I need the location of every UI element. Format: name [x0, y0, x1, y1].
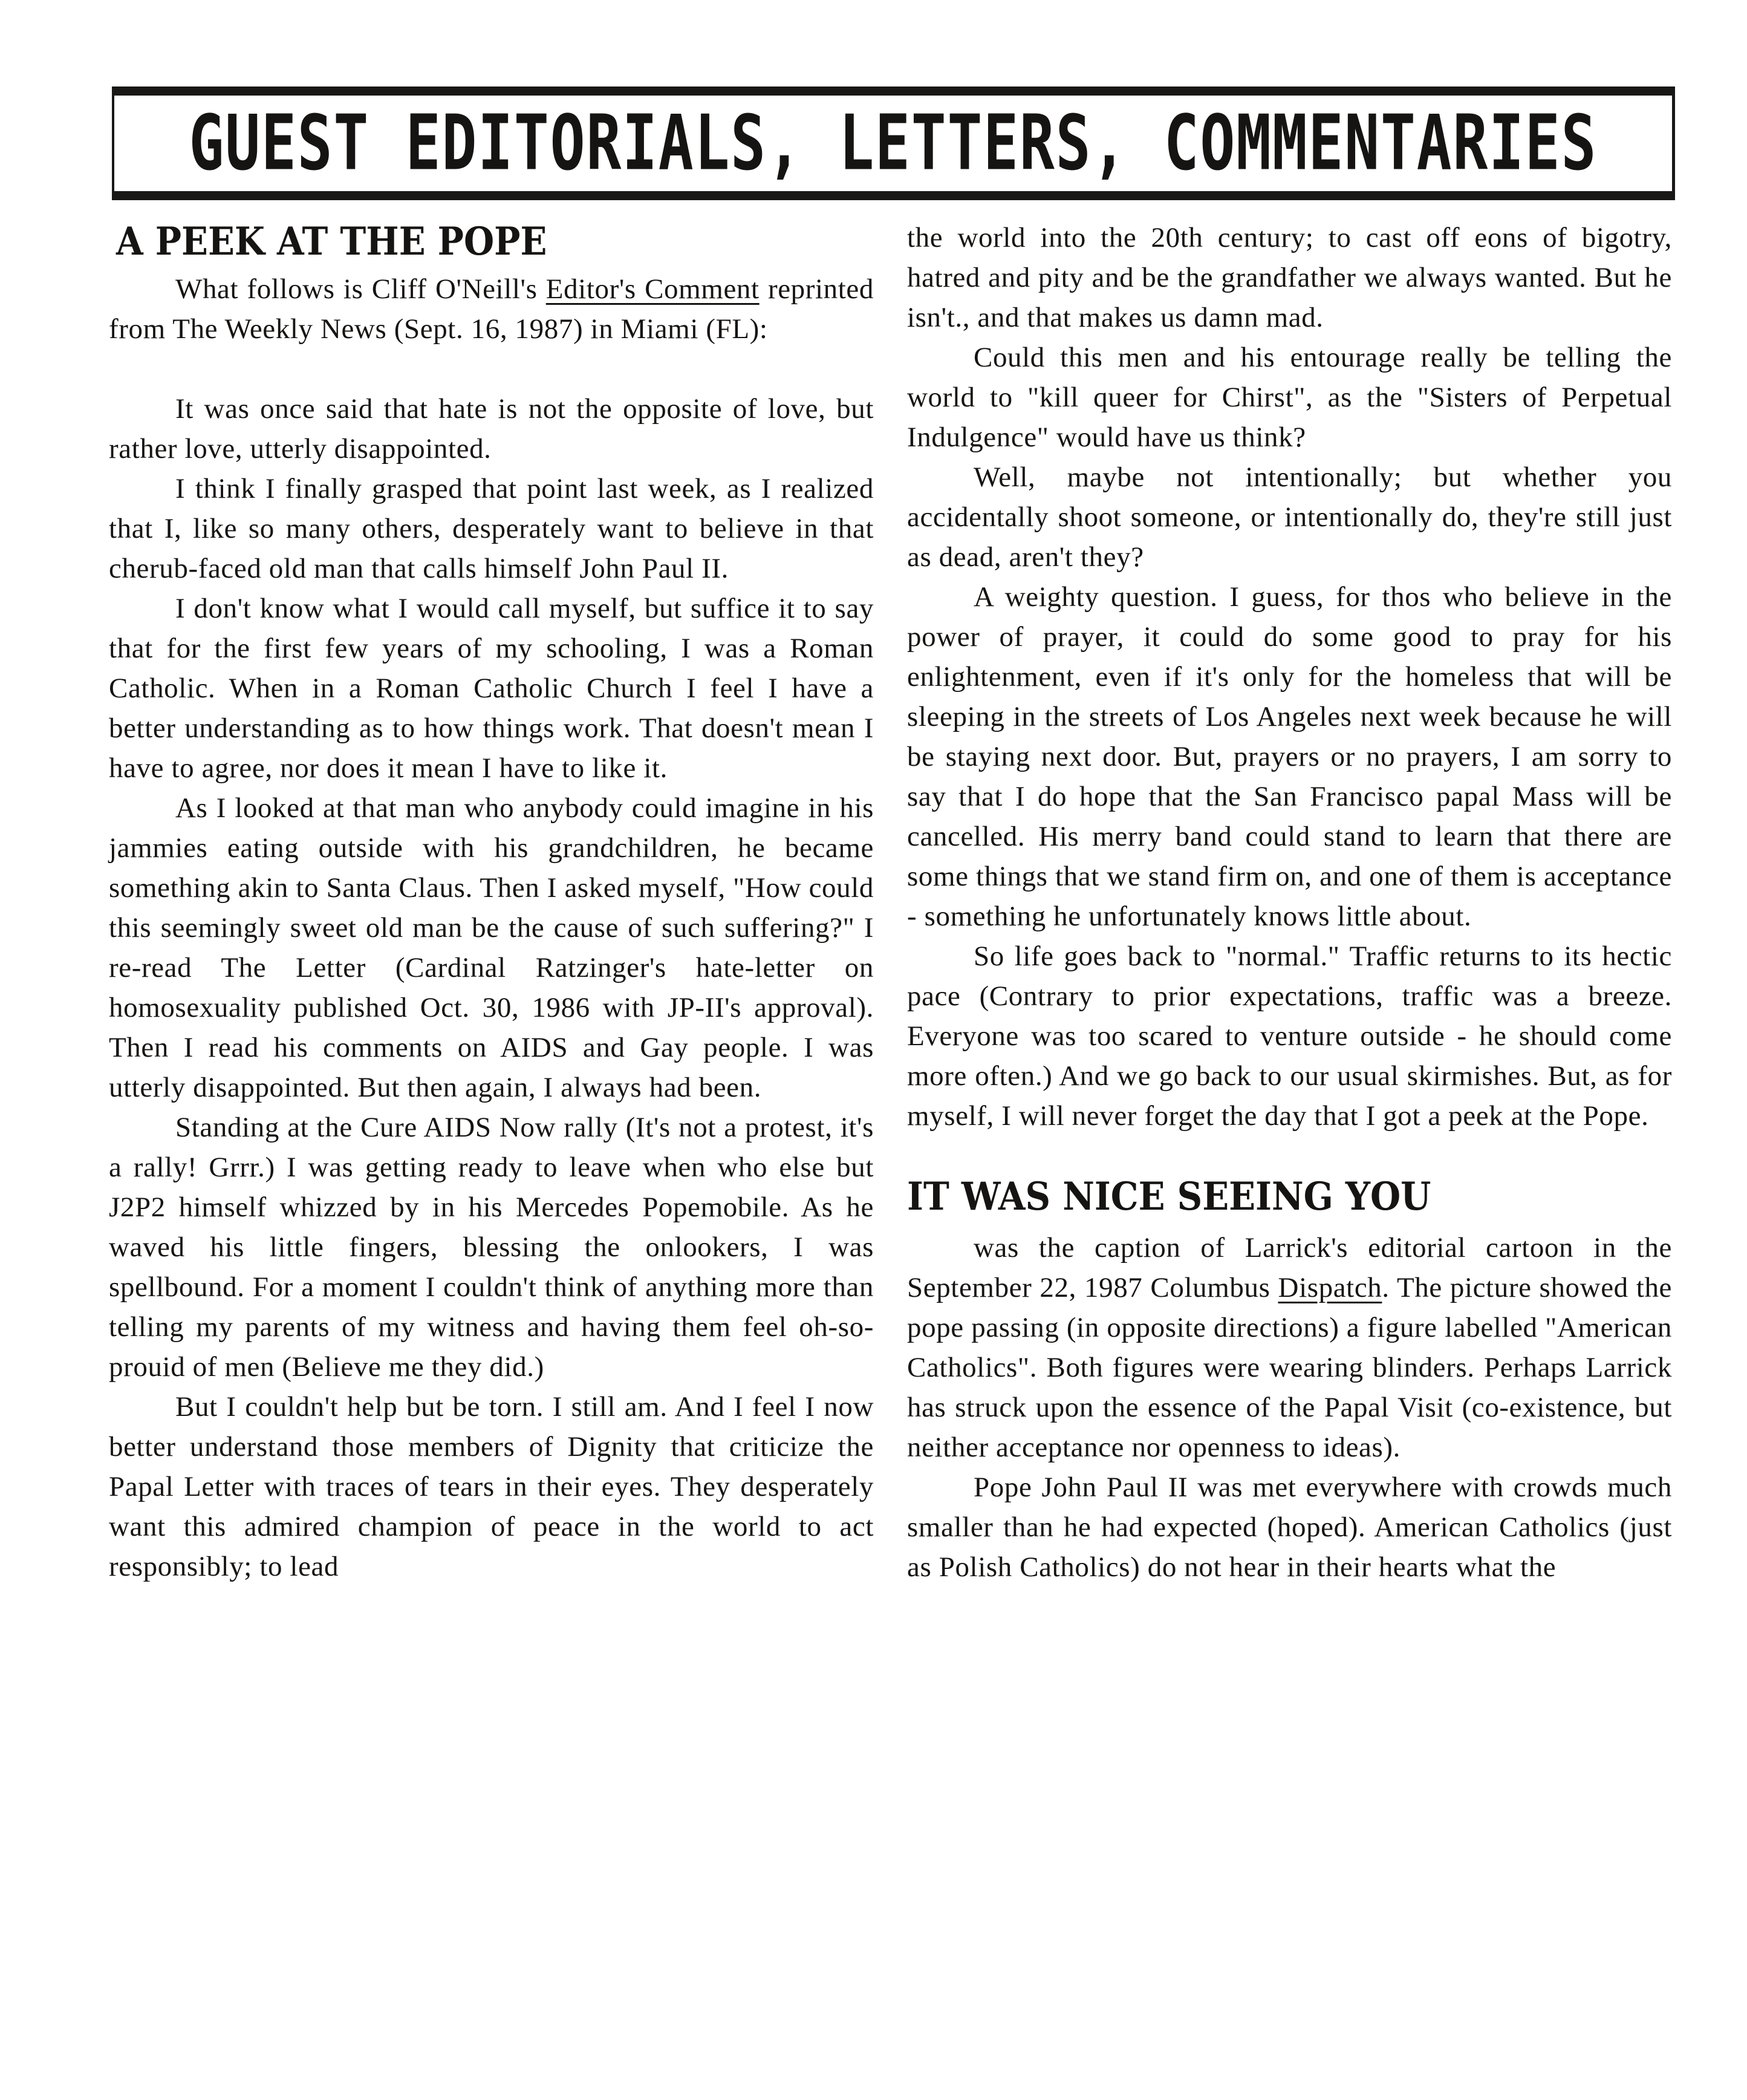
dispatch-title: Dispatch	[1278, 1272, 1382, 1303]
left-column	[109, 215, 874, 1586]
paragraph: Pope John Paul II was met everywhere with crowds much smaller than he had expected (hoped). American Catholics (just as Polish Catholics) do not hear in their hearts what the	[907, 1472, 1672, 1583]
article-headline-nice-seeing-you: IT WAS NICE SEEING YOU	[907, 1174, 1431, 1219]
paragraph: So life goes back to "normal." Traffic returns to its hectic pace (Contrary to prior expectations, traffic was a breeze. Everyone was too scared to venture outside - he should come more often.) And we go back to our usual skirmishes. But, as for myself, I will never forget the day that I got a peek at the Pope.	[907, 941, 1672, 1132]
paragraph: Could this men and his entourage really be telling the world to "kill queer for Chirst", as the "Sisters of Perpetual Indulgence" would have us think?	[907, 342, 1672, 453]
paragraph: A weighty question. I guess, for thos who believe in the power of prayer, it could do some good to pray for his enlightenment, even if it's only for the homeless that will be sleeping in the streets of Los Angeles next week because he will be staying next door. But, prayers or no prayers, I am sorry to say that I do hope that the San Francisco papal Mass will be cancelled. His merry band could stand to learn that there are some things that we stand firm on, and one of them is acceptance - something he unfortunately knows little about.	[907, 581, 1672, 932]
paragraph-continuation: the world into the 20th century; to cast off eons of bigotry, hatred and pity and be the grandfather we always wanted. But he isn't., and that makes us damn mad.	[907, 222, 1672, 333]
intro-text: What follows is Cliff O'Neill's	[175, 273, 546, 305]
paragraph: As I looked at that man who anybody could imagine in his jammies eating outside with his grandchildren, he became something akin to Santa Claus. Then I asked myself, "How could this seemingly sweet old man be the cause of such suffering?" I re-read The Letter (Cardinal Ratzinger's hate-letter on homosexuality published Oct. 30, 1986 with JP-II's approval). Then I read his comments on AIDS and Gay people. I was utterly disappointed. But then again, I always had been.	[109, 792, 874, 1103]
intro-text-rest: reprinted from The Weekly News (Sept. 16, 1987) in Miami (FL):	[109, 273, 874, 345]
article-headline-peek-at-the-pope: A PEEK AT THE POPE	[116, 219, 547, 264]
paragraph	[907, 1228, 1672, 1467]
paragraph: But I couldn't help but be torn. I still am. And I feel I now better understand those members of Dignity that criticize the Papal Letter with traces of tears in their eyes. They desperately want this admired champion of peace in the world to act responsibly; to lead	[109, 1391, 874, 1582]
caption-text: was the caption of Larrick's editorial cartoon in the September 22, 1987 Columbus	[907, 1232, 1672, 1303]
caption-text-rest: . The picture showed the pope passing (in opposite directions) a figure labelled "American Catholics". Both figures were wearing blinders. Perhaps Larrick has struck upon the essence of the Papal Visit (co-existence, but neither acceptance nor openness to ideas).	[907, 1272, 1673, 1463]
editors-comment-title: Editor's Comment	[545, 273, 760, 305]
section-banner	[112, 86, 1675, 200]
paragraph: I don't know what I would call myself, but suffice it to say that for the first few years of my schooling, I was a Roman Catholic. When in a Roman Catholic Church I feel I have a better understanding as to how things work. That doesn't mean I have to agree, nor does it mean I have to like it.	[109, 593, 874, 784]
right-column	[907, 218, 1672, 1587]
paragraph: It was once said that hate is not the opposite of love, but rather love, utterly disappointed.	[109, 393, 874, 465]
paragraph: Standing at the Cure AIDS Now rally (It's not a protest, it's a rally! Grrr.) I was getting ready to leave when who else but J2P2 himself whizzed by in his Mercedes Popemobile. As he waved his little fingers, blessing the onlookers, I was spellbound. For a moment I couldn't think of anything more than telling my parents of my witness and having them feel oh-so-prouid of men (Believe me they did.)	[109, 1112, 874, 1383]
article-intro	[109, 269, 874, 349]
paragraph: I think I finally grasped that point last week, as I realized that I, like so many others, desperately want to believe in that cherub-faced old man that calls himself John Paul II.	[109, 473, 874, 584]
paragraph: Well, maybe not intentionally; but whether you accidentally shoot someone, or intentionally do, they're still just as dead, aren't they?	[907, 461, 1672, 573]
section-title: GUEST EDITORIALS, LETTERS, COMMENTARIES	[189, 99, 1598, 188]
